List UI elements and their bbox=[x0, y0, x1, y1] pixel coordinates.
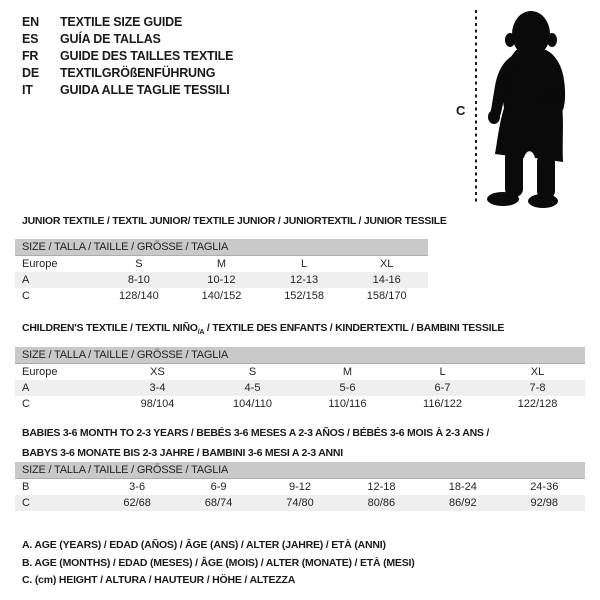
table-cell: L bbox=[301, 257, 308, 270]
table-title-text: BABIES 3-6 MONTH TO 2-3 YEARS / BEBÉS 3-6 MESES A 2-3 AÑOS / BÉBÉS 3-6 MOIS À 2-3 ANS / bbox=[22, 427, 490, 439]
table-cell: L bbox=[439, 365, 446, 378]
size-table bbox=[15, 239, 428, 304]
table-cell: S bbox=[248, 365, 257, 378]
size-table bbox=[15, 347, 585, 412]
table-title-text: / TEXTILE DES ENFANTS / KINDERTEXTIL / BAMBINI TESSILE bbox=[204, 322, 505, 334]
table-cell: 14-16 bbox=[372, 273, 401, 286]
language-list bbox=[22, 13, 233, 98]
table-cell: M bbox=[342, 365, 353, 378]
table-cell: 92/98 bbox=[530, 496, 559, 509]
size-header-row bbox=[15, 462, 585, 479]
table-row bbox=[15, 380, 585, 396]
table-title bbox=[22, 423, 489, 463]
language-row bbox=[22, 81, 233, 98]
table-row bbox=[15, 479, 585, 495]
table-title-text: BABYS 3-6 MONATE BIS 2-3 JAHRE / BAMBINI 3-6 MESI A 2-3 ANNI bbox=[22, 447, 343, 459]
table-cell: S bbox=[135, 257, 143, 270]
table-cell: 122/128 bbox=[517, 397, 558, 410]
language-code: IT bbox=[22, 82, 33, 97]
table-cell: 3-4 bbox=[149, 381, 166, 394]
table-cell: 6-9 bbox=[210, 480, 227, 493]
table-title-text: CHILDREN'S TEXTILE / TEXTIL NIÑO bbox=[22, 322, 198, 334]
table-title bbox=[22, 211, 447, 231]
row-label: A bbox=[22, 273, 30, 286]
table-cell: 86/92 bbox=[449, 496, 477, 509]
language-code: EN bbox=[22, 14, 39, 29]
size-table bbox=[15, 462, 585, 511]
table-cell: 98/104 bbox=[140, 397, 175, 410]
row-label: C bbox=[22, 289, 30, 302]
figure-height-label: C bbox=[456, 103, 466, 118]
size-header-row bbox=[15, 347, 585, 364]
table-title-text: JUNIOR TEXTILE / TEXTIL JUNIOR/ TEXTILE JUNIOR / JUNIORTEXTIL / JUNIOR TESSILE bbox=[22, 215, 447, 227]
table-cell: 116/122 bbox=[423, 397, 462, 410]
language-title: TEXTILE SIZE GUIDE bbox=[60, 14, 183, 29]
language-title: TEXTILGRÖßENFÜHRUNG bbox=[60, 65, 216, 80]
size-header-cell: SIZE / TALLA / TAILLE / GRÖSSE / TAGLIA bbox=[15, 347, 585, 364]
language-code: DE bbox=[22, 65, 39, 80]
table-cell: 6-7 bbox=[434, 381, 451, 394]
table-row bbox=[15, 364, 585, 380]
table-title-line bbox=[22, 318, 504, 343]
language-row bbox=[22, 13, 233, 30]
row-label: B bbox=[22, 480, 30, 493]
table-cell: M bbox=[216, 257, 227, 270]
language-title: GUIDA ALLE TAGLIE TESSILI bbox=[60, 82, 230, 97]
table-cell: XS bbox=[150, 365, 165, 378]
table-cell: 10-12 bbox=[207, 273, 236, 286]
language-code: ES bbox=[22, 31, 39, 46]
table-cell: 68/74 bbox=[204, 496, 233, 509]
language-row bbox=[22, 30, 233, 47]
table-cell: 12-18 bbox=[367, 480, 396, 493]
table-cell: 62/68 bbox=[123, 496, 151, 509]
table-cell: 18-24 bbox=[448, 480, 477, 493]
table-row bbox=[15, 495, 585, 511]
table-cell: XL bbox=[530, 365, 545, 378]
table-cell: 140/152 bbox=[201, 289, 242, 302]
row-label: C bbox=[22, 397, 30, 410]
size-header-cell: SIZE / TALLA / TAILLE / GRÖSSE / TAGLIA bbox=[15, 239, 428, 256]
table-cell: 9-12 bbox=[288, 480, 311, 493]
baby-silhouette-icon bbox=[487, 11, 565, 208]
table-cell: 12-13 bbox=[290, 273, 319, 286]
table-cell: 7-8 bbox=[529, 381, 546, 394]
table-title-text: /A bbox=[197, 329, 205, 337]
footnote-line: A. AGE (YEARS) / EDAD (AÑOS) / ÂGE (ANS) / ALTER (JAHRE) / ETÀ (ANNI) bbox=[22, 539, 386, 551]
table-cell: 80/86 bbox=[367, 496, 396, 509]
row-label: C bbox=[22, 496, 30, 509]
table-cell: 8-10 bbox=[127, 273, 150, 286]
language-row bbox=[22, 47, 233, 64]
table-cell: 3-6 bbox=[129, 480, 146, 493]
table-row bbox=[15, 272, 428, 288]
table-cell: 4-5 bbox=[244, 381, 261, 394]
table-cell: 24-36 bbox=[530, 480, 559, 493]
table-cell: 158/170 bbox=[366, 289, 407, 302]
table-cell: 110/116 bbox=[328, 397, 367, 410]
table-title-line bbox=[22, 211, 447, 231]
table-cell: 5-6 bbox=[339, 381, 356, 394]
size-header-cell: SIZE / TALLA / TAILLE / GRÖSSE / TAGLIA bbox=[15, 462, 585, 479]
row-label: Europe bbox=[22, 365, 58, 378]
table-cell: 128/140 bbox=[119, 289, 159, 302]
footnote-line: B. AGE (MONTHS) / EDAD (MESES) / ÂGE (MOIS) / ALTER (MONATE) / ETÀ (MESI) bbox=[22, 556, 415, 569]
table-cell: 104/110 bbox=[233, 397, 272, 410]
language-code: FR bbox=[22, 48, 39, 63]
baby-silhouette-figure bbox=[450, 0, 600, 212]
language-title: GUÍA DE TALLAS bbox=[60, 31, 161, 46]
row-label: A bbox=[22, 381, 30, 394]
table-cell: 74/80 bbox=[286, 496, 314, 509]
table-row bbox=[15, 396, 585, 412]
table-title-line bbox=[22, 423, 489, 443]
table-row bbox=[15, 256, 428, 272]
size-header-row bbox=[15, 239, 428, 256]
table-cell: XL bbox=[379, 257, 394, 270]
footnotes bbox=[22, 537, 415, 590]
language-title: GUIDE DES TAILLES TEXTILE bbox=[60, 48, 234, 63]
table-title bbox=[22, 318, 504, 343]
table-cell: 152/158 bbox=[284, 289, 324, 302]
row-label: Europe bbox=[22, 257, 58, 270]
table-row bbox=[15, 288, 428, 304]
table-title-line bbox=[22, 443, 489, 463]
footnote-line: C. (cm) HEIGHT / ALTURA / HAUTEUR / HÖHE / ALTEZZA bbox=[22, 574, 296, 586]
language-row bbox=[22, 64, 233, 81]
